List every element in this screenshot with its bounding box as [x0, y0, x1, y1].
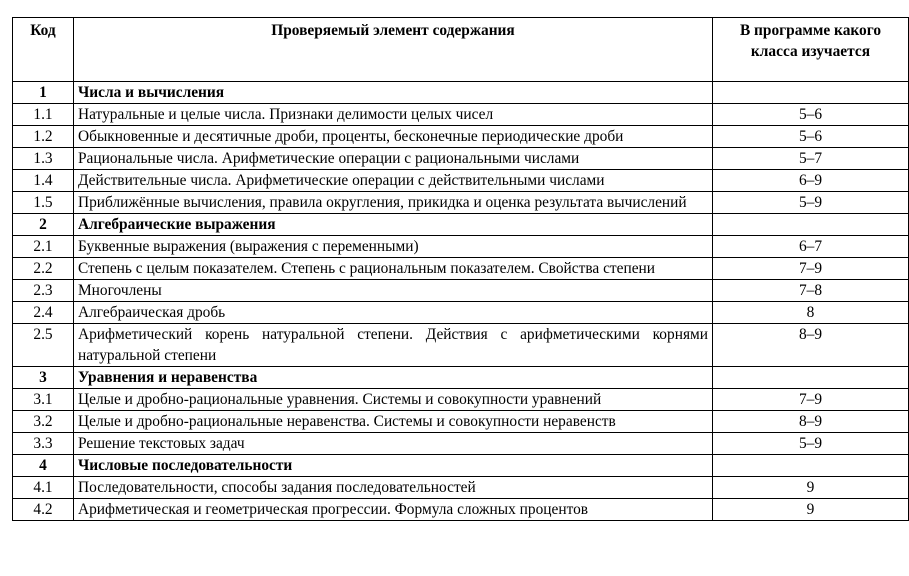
- table-row: [13, 411, 909, 433]
- item-grade: 8–9: [713, 324, 909, 367]
- item-code: 3.3: [13, 433, 74, 455]
- item-code: 2.3: [13, 280, 74, 302]
- table-row: [13, 258, 909, 280]
- item-text: Решение текстовых задач: [74, 433, 713, 455]
- table-row: [13, 302, 909, 324]
- table-row: [13, 148, 909, 170]
- section-code: 4: [13, 455, 74, 477]
- table-row: [13, 126, 909, 148]
- table-row: [13, 389, 909, 411]
- item-code: 2.4: [13, 302, 74, 324]
- item-text: Действительные числа. Арифметические операции с действительными числами: [74, 170, 713, 192]
- item-code: 3.2: [13, 411, 74, 433]
- table-header: [13, 18, 909, 82]
- item-grade: 5–9: [713, 433, 909, 455]
- table-row: [13, 477, 909, 499]
- section-grade-empty: [713, 367, 909, 389]
- item-grade: 7–9: [713, 258, 909, 280]
- item-grade: 9: [713, 477, 909, 499]
- section-grade-empty: [713, 214, 909, 236]
- item-code: 1.4: [13, 170, 74, 192]
- item-text: Последовательности, способы задания последовательностей: [74, 477, 713, 499]
- header-code: Код: [13, 18, 74, 82]
- item-text: Натуральные и целые числа. Признаки делимости целых чисел: [74, 104, 713, 126]
- item-code: 1.2: [13, 126, 74, 148]
- item-text: Алгебраическая дробь: [74, 302, 713, 324]
- section-row: [13, 214, 909, 236]
- item-code: 4.2: [13, 499, 74, 521]
- table-row: [13, 324, 909, 367]
- item-text: Рациональные числа. Арифметические операции с рациональными числами: [74, 148, 713, 170]
- section-title: Числа и вычисления: [74, 82, 713, 104]
- content-elements-document: [12, 17, 909, 521]
- table-row: [13, 192, 909, 214]
- item-code: 1.5: [13, 192, 74, 214]
- item-text: Целые и дробно-рациональные уравнения. Системы и совокупности уравнений: [74, 389, 713, 411]
- item-code: 1.1: [13, 104, 74, 126]
- item-grade: 7–9: [713, 389, 909, 411]
- item-text: Степень с целым показателем. Степень с рациональным показателем. Свойства степени: [74, 258, 713, 280]
- section-code: 3: [13, 367, 74, 389]
- section-grade-empty: [713, 455, 909, 477]
- item-grade: 9: [713, 499, 909, 521]
- item-grade: 6–9: [713, 170, 909, 192]
- item-text: Буквенные выражения (выражения с переменными): [74, 236, 713, 258]
- section-row: [13, 455, 909, 477]
- table-body: [13, 82, 909, 521]
- item-code: 4.1: [13, 477, 74, 499]
- item-grade: 6–7: [713, 236, 909, 258]
- table-row: [13, 499, 909, 521]
- section-title: Алгебраические выражения: [74, 214, 713, 236]
- item-code: 2.2: [13, 258, 74, 280]
- item-grade: 5–6: [713, 104, 909, 126]
- item-code: 3.1: [13, 389, 74, 411]
- header-element: Проверяемый элемент содержания: [74, 18, 713, 82]
- item-grade: 5–7: [713, 148, 909, 170]
- section-grade-empty: [713, 82, 909, 104]
- item-code: 2.5: [13, 324, 74, 367]
- item-text: Арифметическая и геометрическая прогрессии. Формула сложных процентов: [74, 499, 713, 521]
- item-grade: 8: [713, 302, 909, 324]
- content-elements-table: [12, 17, 909, 521]
- section-title: Числовые последовательности: [74, 455, 713, 477]
- section-title: Уравнения и неравенства: [74, 367, 713, 389]
- item-code: 1.3: [13, 148, 74, 170]
- table-row: [13, 433, 909, 455]
- item-grade: 5–6: [713, 126, 909, 148]
- item-grade: 8–9: [713, 411, 909, 433]
- section-code: 2: [13, 214, 74, 236]
- item-text: Арифметический корень натуральной степени. Действия с арифметическими корнями натуральной степени: [74, 324, 713, 367]
- item-text: Приближённые вычисления, правила округления, прикидка и оценка результата вычислений: [74, 192, 713, 214]
- table-row: [13, 104, 909, 126]
- section-code: 1: [13, 82, 74, 104]
- item-grade: 7–8: [713, 280, 909, 302]
- table-row: [13, 280, 909, 302]
- item-text: Многочлены: [74, 280, 713, 302]
- table-row: [13, 170, 909, 192]
- item-code: 2.1: [13, 236, 74, 258]
- item-text: Обыкновенные и десятичные дроби, проценты, бесконечные периодические дроби: [74, 126, 713, 148]
- section-row: [13, 82, 909, 104]
- table-row: [13, 236, 909, 258]
- header-grade: В программе какого класса изучается: [713, 18, 909, 82]
- item-text: Целые и дробно-рациональные неравенства. Системы и совокупности неравенств: [74, 411, 713, 433]
- item-grade: 5–9: [713, 192, 909, 214]
- section-row: [13, 367, 909, 389]
